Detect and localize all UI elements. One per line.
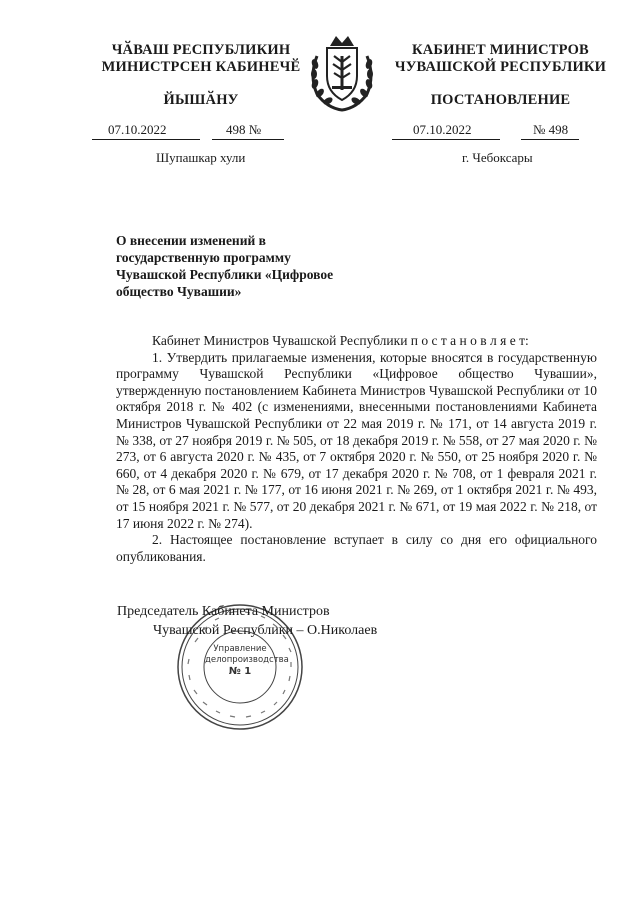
doc-type-left: ЙЫШӐНУ <box>163 92 239 108</box>
left-date: 07.10.2022 <box>108 122 167 137</box>
document-body <box>116 333 597 565</box>
right-date-underline <box>392 139 500 140</box>
left-number-underline <box>212 139 284 140</box>
document-subject: О внесении изменений в государственную программу Чувашской Республики «Цифровое общество Чувашии» <box>116 233 334 299</box>
stamp-line2: делопроизводства <box>205 655 289 665</box>
stamp-line3: № 1 <box>228 666 252 677</box>
signature-line1: Председатель Кабинета Министров <box>117 604 330 619</box>
right-number-underline <box>521 139 579 140</box>
left-date-underline <box>92 139 200 140</box>
doc-type-right: ПОСТАНОВЛЕНИЕ <box>430 92 571 108</box>
header-left-line2: МИНИСТРСЕН КАБИНЕЧӖ <box>101 59 301 75</box>
right-city: г. Чебоксары <box>462 150 533 165</box>
right-date: 07.10.2022 <box>413 122 472 137</box>
body-item-1: 1. Утвердить прилагаемые изменения, которые вносятся в государственную программу Чувашской Республики «Цифровое общество Чувашии», утвержденную постановлением Кабинета Министров Чувашской Республики от 10 октября 2018 г. № 402 (с изменениями, внесенными постановлениями Кабинета Министров Чувашской Республики от 22 мая 2019 г. № 171, от 14 августа 2019 г. № 338, от 27 ноября 2019 г. № 505, от 18 декабря 2019 г. № 558, от 27 мая 2020 г. № 273, от 6 августа 2020 г. № 435, от 7 октября 2020 г. № 550, от 25 ноября 2020 г. № 660, от 4 декабря 2020 г. № 679, от 17 декабря 2020 г. № 708, от 1 февраля 2021 г. № 28, от 6 мая 2021 г. № 177, от 16 июня 2021 г. № 269, от 1 октября 2021 г. № 493, от 15 ноября 2021 г. № 577, от 20 декабря 2021 г. № 671, от 19 мая 2022 г. № 218, от 17 июня 2022 г. № 274). <box>116 349 597 531</box>
body-intro: Кабинет Министров Чувашской Республики п о с т а н о в л я е т: <box>152 333 529 348</box>
header-left-line1: ЧӐВАШ РЕСПУБЛИКИН <box>111 42 291 58</box>
stamp-line1: Управление <box>213 644 267 654</box>
header-right-line1: КАБИНЕТ МИНИСТРОВ <box>412 42 589 58</box>
header-right-title <box>388 42 613 76</box>
stamp-text <box>205 644 289 677</box>
left-city: Шупашкар хули <box>156 150 246 165</box>
header-right-line2: ЧУВАШСКОЙ РЕСПУБЛИКИ <box>394 59 607 75</box>
left-number: 498 № <box>226 122 262 137</box>
signature-line2: Чувашской Республики – О.Николаев <box>153 623 378 638</box>
header-left-title <box>96 42 306 76</box>
right-number: № 498 <box>533 122 569 137</box>
coat-of-arms-emblem <box>303 26 381 114</box>
body-item-2: 2. Настоящее постановление вступает в силу со дня его официального опубликования. <box>116 532 597 564</box>
emblem-svg <box>303 26 381 114</box>
